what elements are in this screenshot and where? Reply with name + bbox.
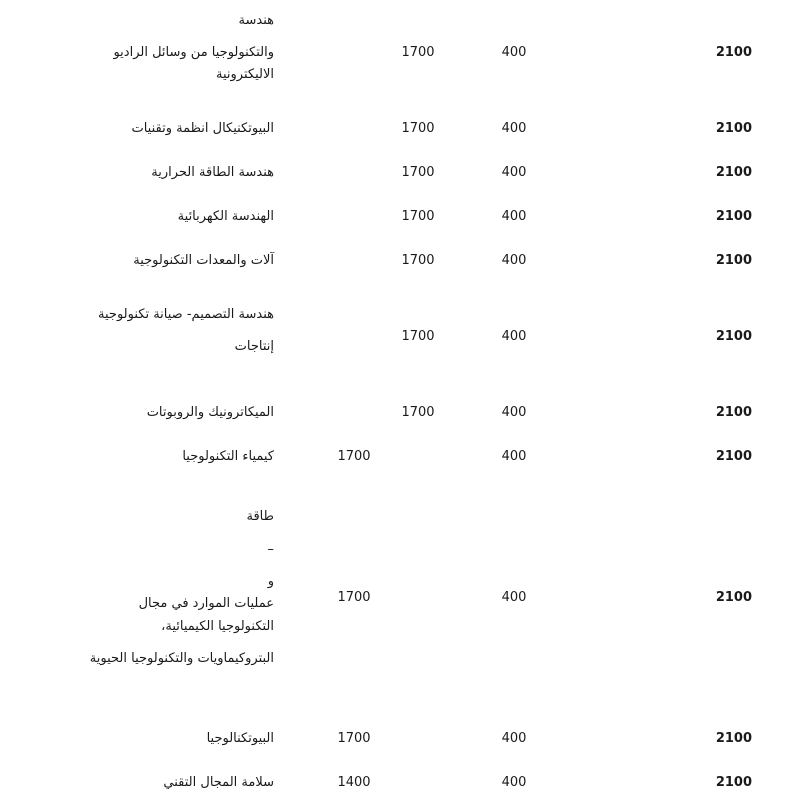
specialty-name-line: الميكاترونيك والروبوتات: [146, 405, 274, 420]
total-value: 2100: [715, 449, 752, 464]
specialty-name-line: هندسة التصميم- صيانة تكنولوجية: [98, 307, 274, 322]
specialty-name-line: هندسة الطاقة الحرارية: [151, 165, 274, 180]
fee-value: 1700: [401, 165, 435, 180]
fee-value: 1700: [337, 731, 371, 746]
fee-value: 1700: [337, 590, 371, 605]
total-value: 2100: [715, 165, 752, 180]
extra-fee-value: 400: [501, 165, 527, 180]
specialty-name-line: آلات والمعدات التكنولوجية: [133, 253, 274, 268]
total-value: 2100: [715, 253, 752, 268]
total-value: 2100: [715, 731, 752, 746]
extra-fee-value: 400: [501, 121, 527, 136]
total-value: 2100: [715, 590, 752, 605]
specialty-name-line: عمليات الموارد في مجال: [138, 596, 274, 611]
fee-value: 1700: [401, 45, 435, 60]
specialty-name-line: سلامة المجال التقني: [163, 775, 274, 790]
fee-value: 1700: [401, 121, 435, 136]
extra-fee-value: 400: [501, 731, 527, 746]
specialty-name-line: الهندسة الكهربائية: [177, 209, 274, 224]
extra-fee-value: 400: [501, 209, 527, 224]
total-value: 2100: [715, 209, 752, 224]
total-value: 2100: [715, 121, 752, 136]
total-value: 2100: [715, 329, 752, 344]
specialty-name-line: إنتاجات: [234, 339, 274, 354]
fee-value: 1700: [401, 209, 435, 224]
specialty-name-line: البيوتكنيكال انظمة وتقنيات: [131, 121, 274, 136]
fee-value: 1700: [401, 405, 435, 420]
extra-fee-value: 400: [501, 45, 527, 60]
extra-fee-value: 400: [501, 775, 527, 790]
fee-value: 1700: [401, 329, 435, 344]
fee-value: 1700: [401, 253, 435, 268]
total-value: 2100: [715, 775, 752, 790]
specialty-name-line: و: [267, 574, 274, 589]
fee-value: 1400: [337, 775, 371, 790]
specialty-name-line: البتروكيماويات والتكنولوجيا الحيوية: [89, 651, 274, 666]
specialty-name-line: والتكنولوجيا من وسائل الراديو: [113, 45, 274, 60]
total-value: 2100: [715, 405, 752, 420]
specialty-name-line: –: [267, 542, 274, 557]
extra-fee-value: 400: [501, 449, 527, 464]
extra-fee-value: 400: [501, 329, 527, 344]
extra-fee-value: 400: [501, 253, 527, 268]
total-value: 2100: [715, 45, 752, 60]
fee-value: 1700: [337, 449, 371, 464]
specialty-name-line: التكنولوجيا الكيميائية،: [161, 619, 274, 634]
extra-fee-value: 400: [501, 590, 527, 605]
specialty-name-line: كيمياء التكنولوجيا: [182, 449, 274, 464]
specialty-name-line: البيوتكنالوجيا: [206, 731, 274, 746]
specialty-name-line: الاليكترونية: [216, 67, 274, 82]
specialty-name-line: طاقة: [246, 509, 274, 524]
extra-fee-value: 400: [501, 405, 527, 420]
specialty-name-line: هندسة: [238, 13, 274, 28]
